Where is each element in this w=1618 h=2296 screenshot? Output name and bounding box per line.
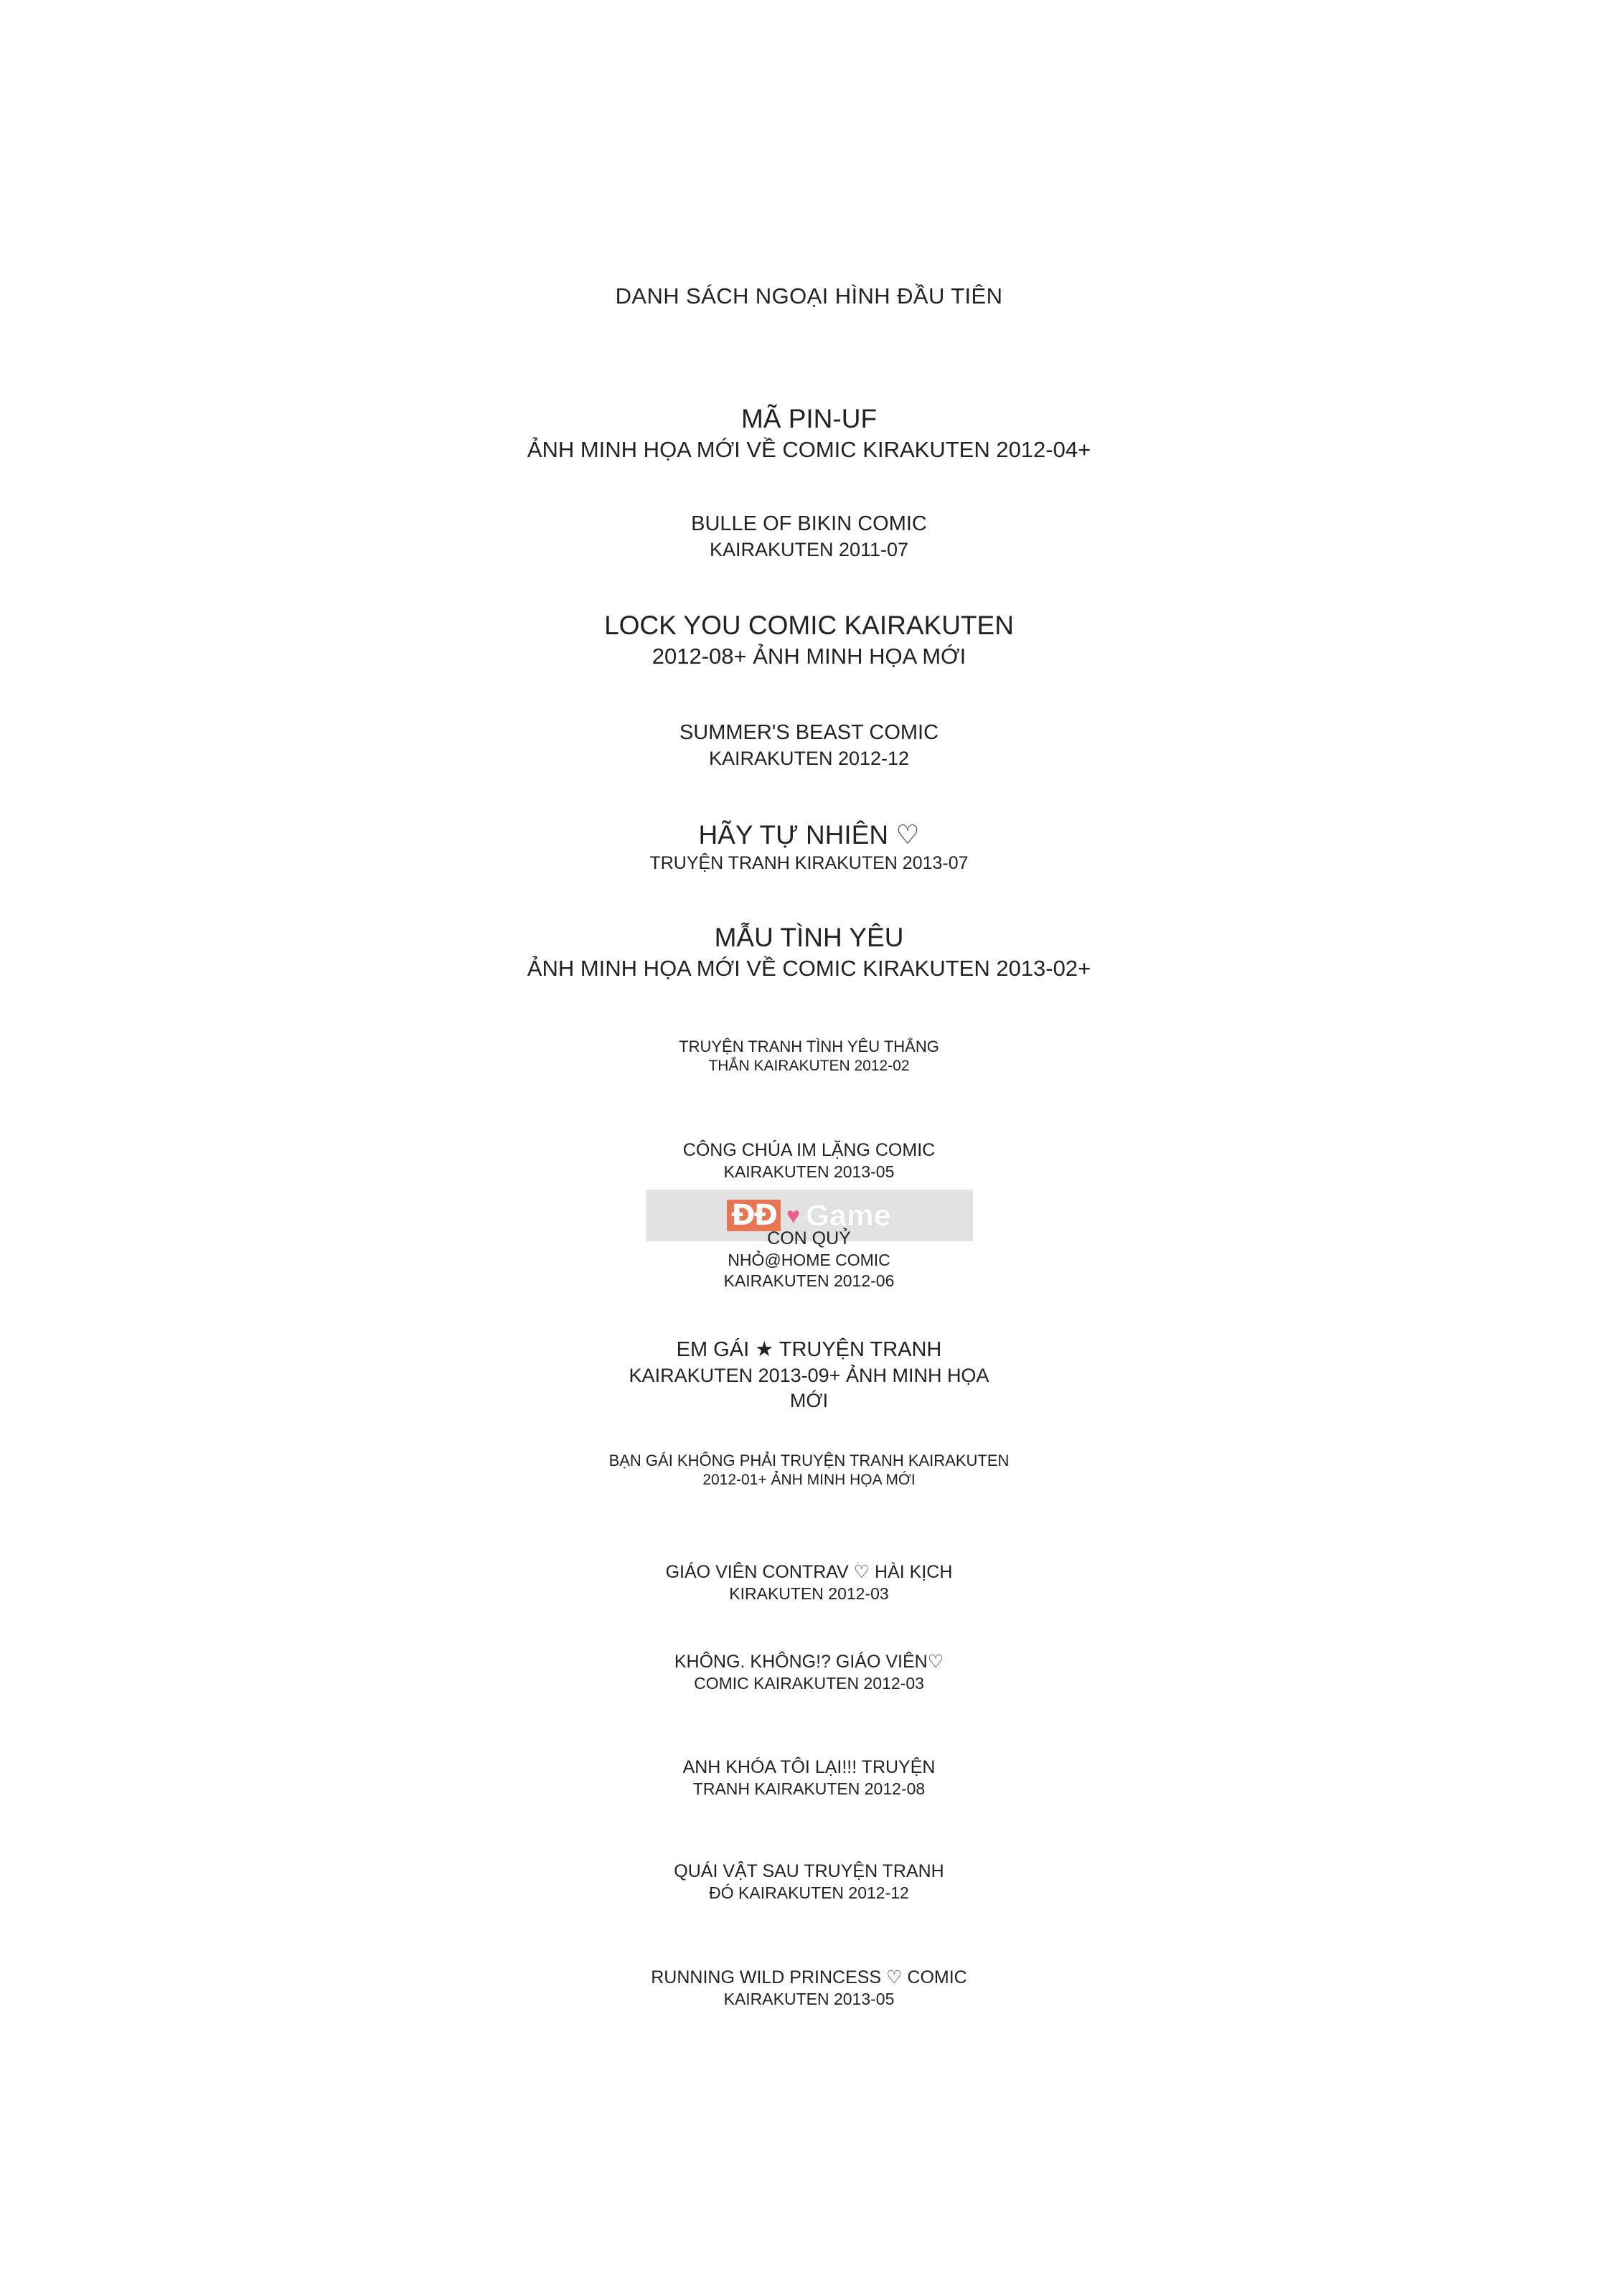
entry-subtitle: NHỎ@HOME COMIC [728, 1251, 890, 1269]
entry-title: SUMMER'S BEAST COMIC [679, 721, 939, 744]
entry-title: CÔNG CHÚA IM LẶNG COMIC [682, 1140, 936, 1160]
entry-title: BẠN GÁI KHÔNG PHẢI TRUYỆN TRANH KAIRAKUTEN [608, 1452, 1010, 1469]
list-item [0, 1451, 1618, 1490]
entry-title: MÃ PIN-UF [740, 404, 878, 433]
entry-title: ANH KHÓA TÔI LẠI!!! TRUYỆN [682, 1757, 936, 1777]
entry-subtitle: ẢNH MINH HỌA MỚI VỀ COMIC KIRAKUTEN 2013-02+ [527, 956, 1091, 982]
entry-subtitle: COMIC KAIRAKUTEN 2012-03 [694, 1674, 924, 1693]
list-item [0, 1561, 1618, 1604]
list-item [0, 1037, 1618, 1076]
entry-subtitle: TRANH KAIRAKUTEN 2012-08 [692, 1779, 926, 1798]
entry-title: GIÁO VIÊN CONTRAV ♡ HÀI KỊCH [665, 1562, 953, 1582]
list-item [0, 1227, 1618, 1292]
list-item [0, 1860, 1618, 1904]
heart-icon: ♥ [786, 1202, 801, 1228]
list-item [0, 1337, 1618, 1413]
entry-subtitle: KAIRAKUTEN 2013-09+ ẢNH MINH HỌA [629, 1365, 989, 1387]
list-item [0, 818, 1618, 875]
entry-subtitle-2: MỚI [789, 1389, 829, 1411]
list-item [0, 1139, 1618, 1182]
entry-subtitle: KIRAKUTEN 2012-03 [729, 1584, 889, 1603]
entry-title: BULLE OF BIKIN COMIC [691, 512, 927, 535]
list-item [0, 1966, 1618, 2010]
page-title: DANH SÁCH NGOẠI HÌNH ĐẦU TIÊN [615, 283, 1003, 309]
entry-title: EM GÁI ★ TRUYỆN TRANH [676, 1338, 942, 1361]
watermark-badge: ĐĐ [727, 1200, 781, 1231]
list-item [0, 1650, 1618, 1694]
list-item [0, 511, 1618, 563]
entry-title: MẪU TÌNH YÊU [714, 923, 904, 952]
list-item [0, 1756, 1618, 1799]
list-item [0, 720, 1618, 771]
entry-title: LOCK YOU COMIC KAIRAKUTEN [604, 611, 1014, 640]
list-item [0, 608, 1618, 671]
entry-title: CON QUỶ [767, 1228, 851, 1248]
list-item [0, 402, 1618, 464]
watermark-label: Game [806, 1198, 891, 1232]
entry-subtitle: KAIRAKUTEN 2013-05 [723, 1162, 895, 1181]
entry-title: TRUYỆN TRANH TÌNH YÊU THẲNG [679, 1038, 939, 1055]
entry-subtitle: KAIRAKUTEN 2013-05 [723, 1990, 895, 2008]
entry-subtitle: KAIRAKUTEN 2012-12 [708, 748, 910, 770]
list-item [0, 921, 1618, 983]
entry-title: KHÔNG. KHÔNG!? GIÁO VIÊN♡ [674, 1652, 944, 1672]
entry-title: RUNNING WILD PRINCESS ♡ COMIC [651, 1967, 967, 1987]
entry-title: QUÁI VẬT SAU TRUYỆN TRANH [674, 1861, 944, 1881]
entry-subtitle: 2012-01+ ẢNH MINH HỌA MỚI [702, 1472, 916, 1489]
entry-subtitle: ĐÓ KAIRAKUTEN 2012-12 [709, 1883, 909, 1902]
entry-subtitle-2: KAIRAKUTEN 2012-06 [723, 1271, 895, 1291]
entry-subtitle: KAIRAKUTEN 2011-07 [709, 539, 909, 561]
entry-subtitle: TRUYỆN TRANH KIRAKUTEN 2013-07 [649, 853, 969, 874]
entry-title: HÃY TỰ NHIÊN ♡ [698, 820, 920, 850]
entry-subtitle: ẢNH MINH HỌA MỚI VỀ COMIC KIRAKUTEN 2012-04+ [527, 437, 1091, 463]
entry-subtitle: THẮN KAIRAKUTEN 2012-02 [708, 1058, 910, 1075]
entry-subtitle: 2012-08+ ẢNH MINH HỌA MỚI [652, 644, 966, 669]
